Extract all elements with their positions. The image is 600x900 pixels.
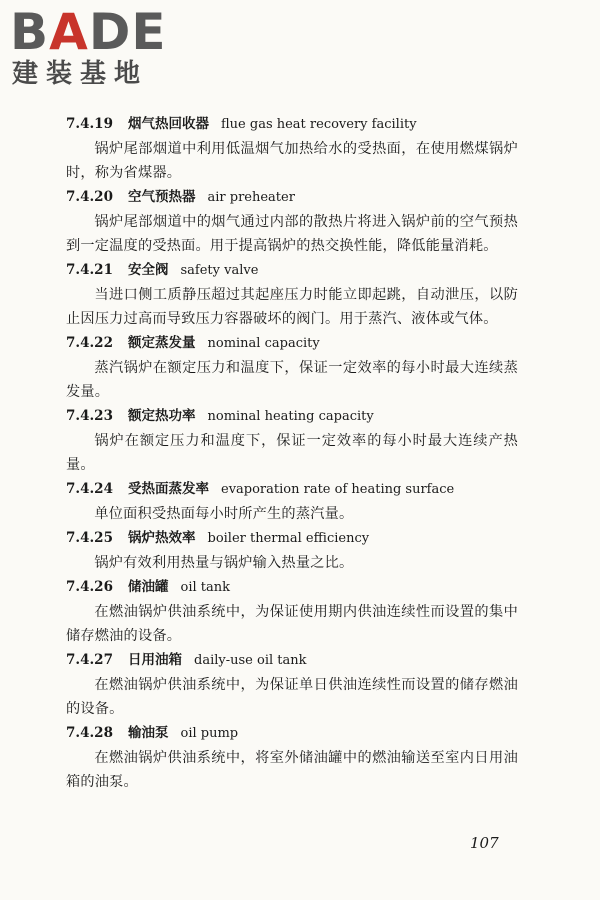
entry-heading: [66, 404, 518, 429]
glossary-entry: [66, 477, 518, 526]
term-english: daily-use oil tank: [194, 653, 307, 668]
entry-definition: 在燃油锅炉供油系统中，为保证单日供油连续性而设置的储存燃油的设备。: [66, 677, 518, 717]
entry-heading: [66, 477, 518, 502]
term-english: nominal heating capacity: [207, 409, 374, 424]
term-english: flue gas heat recovery facility: [221, 117, 417, 132]
logo-subtitle: 建装基地: [12, 59, 149, 89]
entry-definition: 当进口侧工质静压超过其起座压力时能立即起跳，自动泄压，以防止因压力过高而导致压力容器破坏的阀门。用于蒸汽、液体或气体。: [66, 287, 518, 327]
term-english: safety valve: [180, 263, 259, 278]
entry-heading: [66, 526, 518, 551]
entry-heading: [66, 331, 518, 356]
glossary-entry: [66, 185, 518, 258]
entry-definition: 锅炉尾部烟道中利用低温烟气加热给水的受热面，在使用燃煤锅炉时，称为省煤器。: [66, 141, 518, 181]
entry-definition: 蒸汽锅炉在额定压力和温度下，保证一定效率的每小时最大连续蒸发量。: [66, 360, 518, 400]
clause-number: 7.4.25: [66, 530, 113, 546]
bade-logo: [6, 4, 186, 92]
entry-definition: 在燃油锅炉供油系统中，为保证使用期内供油连续性而设置的集中储存燃油的设备。: [66, 604, 518, 644]
term-chinese: 锅炉热效率: [128, 530, 196, 546]
term-chinese: 储油罐: [128, 579, 169, 595]
clause-number: 7.4.26: [66, 579, 113, 595]
term-chinese: 输油泵: [128, 725, 169, 741]
glossary-body: [66, 112, 518, 794]
glossary-entry: [66, 575, 518, 648]
term-english: oil pump: [180, 726, 239, 741]
term-english: evaporation rate of heating surface: [221, 482, 455, 497]
entry-heading: [66, 575, 518, 600]
entry-definition: 锅炉尾部烟道中的烟气通过内部的散热片将进入锅炉前的空气预热到一定温度的受热面。用于提高锅炉的热交换性能，降低能量消耗。: [66, 214, 518, 254]
entry-heading: [66, 648, 518, 673]
term-chinese: 额定热功率: [128, 408, 196, 424]
entry-heading: [66, 112, 518, 137]
term-english: boiler thermal efficiency: [207, 531, 370, 546]
clause-number: 7.4.24: [66, 481, 113, 497]
clause-number: 7.4.28: [66, 725, 113, 741]
glossary-entry: [66, 526, 518, 575]
clause-number: 7.4.22: [66, 335, 113, 351]
glossary-entry: [66, 404, 518, 477]
term-chinese: 受热面蒸发率: [128, 481, 209, 497]
glossary-entry: [66, 331, 518, 404]
logo-wordmark: BADE: [10, 3, 167, 61]
term-english: air preheater: [207, 190, 295, 205]
clause-number: 7.4.27: [66, 652, 113, 668]
clause-number: 7.4.21: [66, 262, 113, 278]
entry-heading: [66, 258, 518, 283]
entry-definition: 锅炉有效利用热量与锅炉输入热量之比。: [94, 555, 354, 571]
glossary-entry: [66, 112, 518, 185]
clause-number: 7.4.23: [66, 408, 113, 424]
glossary-entry: [66, 721, 518, 794]
entry-definition: 单位面积受热面每小时所产生的蒸汽量。: [94, 506, 354, 522]
term-english: nominal capacity: [207, 336, 320, 351]
term-chinese: 日用油箱: [128, 652, 182, 668]
glossary-entry: [66, 258, 518, 331]
entry-definition: 在燃油锅炉供油系统中，将室外储油罐中的燃油输送至室内日用油箱的油泵。: [66, 750, 518, 790]
term-english: oil tank: [180, 580, 230, 595]
entry-heading: [66, 721, 518, 746]
glossary-entry: [66, 648, 518, 721]
entry-heading: [66, 185, 518, 210]
clause-number: 7.4.20: [66, 189, 113, 205]
term-chinese: 安全阀: [128, 262, 169, 278]
page-number: 107: [470, 834, 499, 852]
term-chinese: 烟气热回收器: [128, 116, 209, 132]
term-chinese: 空气预热器: [128, 189, 196, 205]
term-chinese: 额定蒸发量: [128, 335, 196, 351]
entry-definition: 锅炉在额定压力和温度下，保证一定效率的每小时最大连续产热量。: [66, 433, 518, 473]
clause-number: 7.4.19: [66, 116, 113, 132]
